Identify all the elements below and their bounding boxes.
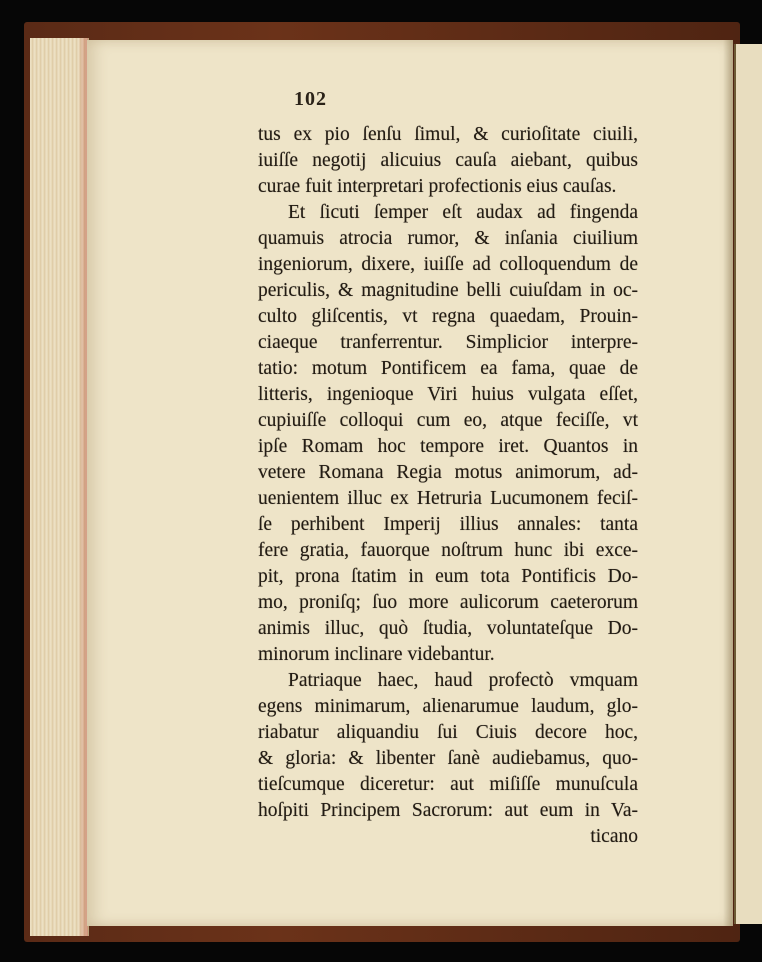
text-line: hoſpiti Principem Sacrorum: aut eum in Va- xyxy=(258,800,638,821)
body-text xyxy=(258,122,638,850)
text-line: pit, prona ſtatim in eum tota Pontificis Do- xyxy=(258,566,638,587)
paragraph-first-line: Et ſicuti ſemper eſt audax ad fingenda xyxy=(288,202,638,223)
text-line: ciaeque tranferrentur. Simplicior interpre- xyxy=(258,332,638,353)
text-line: tieſcumque diceretur: aut miſiſſe munuſcula xyxy=(258,774,638,795)
text-line: quamuis atrocia rumor, & inſania ciuilium xyxy=(258,228,638,249)
page-edges xyxy=(30,38,89,936)
text-line: uenientem illuc ex Hetruria Lucumonem feciſ- xyxy=(258,488,638,509)
paragraph-first-line: Patriaque haec, haud profectò vmquam xyxy=(288,670,638,691)
page-number: 102 xyxy=(294,88,327,110)
text-line: & gloria: & libenter ſanè audiebamus, quo- xyxy=(258,748,638,769)
text-line: litteris, ingenioque Viri huius vulgata eſſet, xyxy=(258,384,638,405)
text-line: minorum inclinare videbantur. xyxy=(258,644,495,665)
text-line: animis illuc, quò ſtudia, voluntateſque Do- xyxy=(258,618,638,639)
text-line: tus ex pio ſenſu ſimul, & curioſitate ciuili, xyxy=(258,124,638,145)
text-line: ſe perhibent Imperij illius annales: tanta xyxy=(258,514,638,535)
text-line: egens minimarum, alienarumue laudum, glo- xyxy=(258,696,638,717)
text-line: cupiuiſſe colloqui cum eo, atque feciſſe, vt xyxy=(258,410,638,431)
catchword: ticano xyxy=(590,826,638,847)
text-line: periculis, & magnitudine belli cuiuſdam in oc- xyxy=(258,280,638,301)
text-line: ingeniorum, dixere, iuiſſe ad colloquendum de xyxy=(258,254,638,275)
text-line: riabatur aliquandiu ſui Ciuis decore hoc, xyxy=(258,722,638,743)
text-line: culto gliſcentis, vt regna quaedam, Prouin- xyxy=(258,306,638,327)
text-line: curae fuit interpretari profectionis eius cauſas. xyxy=(258,176,617,197)
text-line: vetere Romana Regia motus animorum, ad- xyxy=(258,462,638,483)
page-gutter xyxy=(723,40,733,926)
text-line: ipſe Romam hoc tempore iret. Quantos in xyxy=(258,436,638,457)
text-line: fere gratia, fauorque noſtrum hunc ibi exce- xyxy=(258,540,638,561)
text-line: iuiſſe negotij alicuius cauſa aiebant, quibus xyxy=(258,150,638,171)
facing-page-edge xyxy=(734,44,762,924)
text-line: mo, proniſq; ſuo more aulicorum caeterorum xyxy=(258,592,638,613)
text-line: tatio: motum Pontificem ea fama, quae de xyxy=(258,358,638,379)
